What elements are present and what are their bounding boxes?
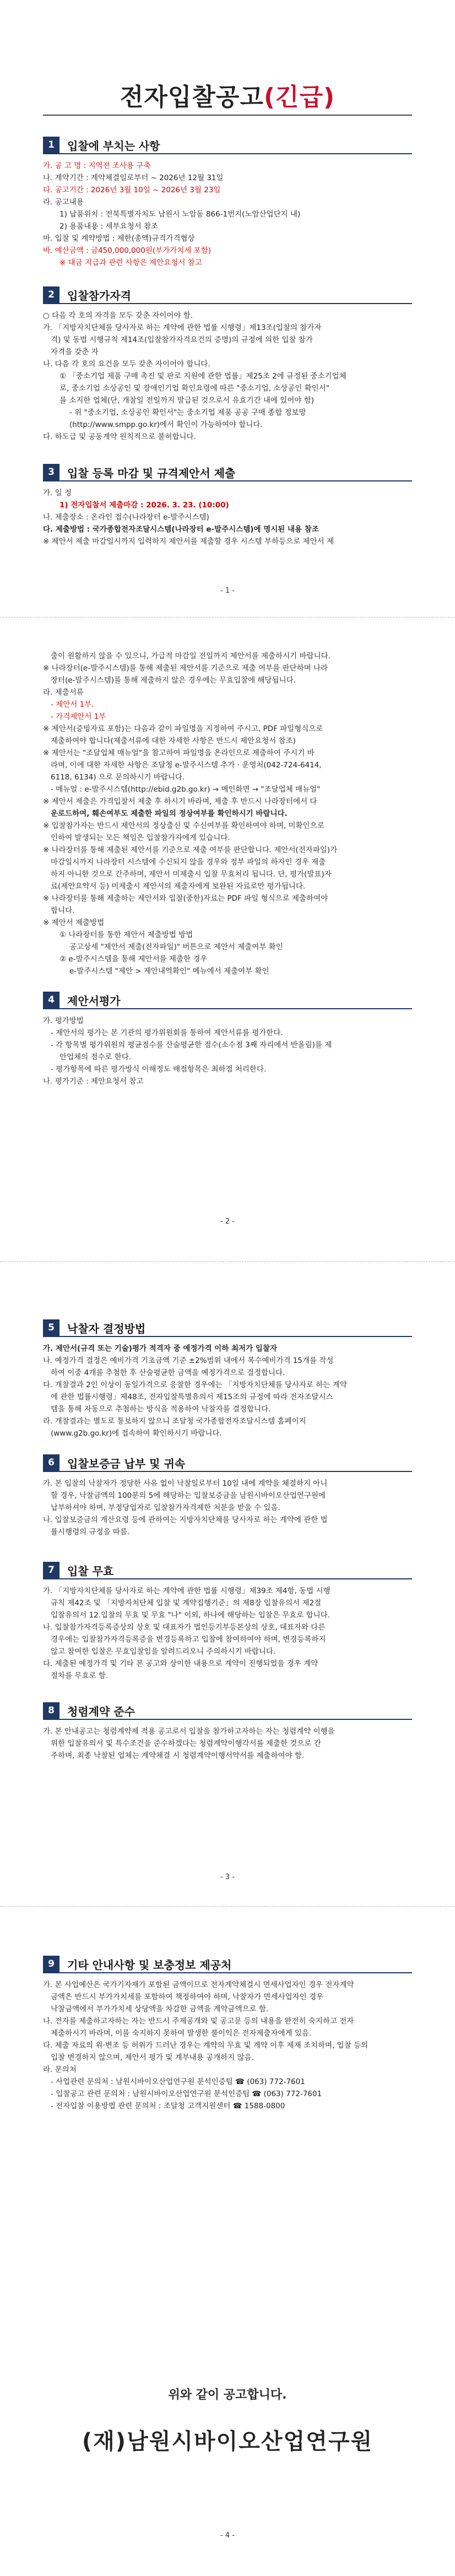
text-line: 제출하여야 합니다(제출서류에 대한 자세한 사항은 반드시 제안요청서 참조) (51, 737, 296, 745)
text-line: ※ 제안서는 "조달업체 매뉴얼"을 참고하여 파일명을 온라인으로 제출하여 주시기 바 (43, 749, 315, 757)
text-line: ※ 나라장터를 통해 제출된 제안서를 기준으로 제출 여부를 판단합니다. 제안서(전자파일)가 (43, 846, 338, 854)
text-line: 다. 제출방법 : 국가종합전자조달시스템(나라장터 e-발주시스템)에 명시된 내용 참조 (43, 525, 319, 534)
text-line: 입찰 변경하지 않으며, 제안서 평가 및 계부내용 공개하지 않음. (51, 2053, 254, 2062)
text-line: 입찰유의서 12.입찰의 무효 및 무효 "나" 이외, 하나에 해당하는 입찰은 무효로 합니다. (51, 1611, 330, 1620)
text-line: 할 경우, 낙찰금액의 100분의 5에 해당하는 입찰보증금을 남원시바이오산업연구원에 (51, 1491, 326, 1500)
page-number: - 3 - (220, 1873, 235, 1881)
text-line: ※ 제안서(증빙자료 포함)는 다음과 같이 파일명을 지정하여 주시고, PDF 파일형식으로 (43, 724, 323, 733)
text-line: ※ 대금 지급과 관련 사항은 제안요청서 참고 (59, 258, 202, 267)
text-line: ② e-발주시스템을 통해 제안서를 제출한 경우 (59, 955, 208, 964)
section-body-continued (43, 650, 412, 977)
text-line: - 전자입찰 이용방법 관련 문의처 : 조달청 고객지원센터 ☎ 1588-0800 (51, 2102, 285, 2110)
text-line: 다. 공고기간 : 2026년 3월 10일 ~ 2026년 3월 23일 (43, 186, 221, 194)
text-line: 합니다. (51, 906, 75, 915)
text-line: - 사업관련 문의처 : 남원시바이오산업연구원 분석인증팀 ☎ (063) 772-7601 (51, 2077, 305, 2086)
section-heading (43, 1454, 412, 1472)
text-line: (http://www.smpp.go.kr)에서 확인이 가능하여야 합니다. (69, 420, 263, 429)
section-title: 입찰참가자격 (67, 289, 131, 302)
text-line: 나. 제출장소 : 온라인 접수(나라장터 e-발주시스템) (43, 513, 209, 522)
text-line: 제출하시기 바라며, 이를 숙지하지 못하여 발생한 불이익은 전자제출자에게 있음. (51, 2029, 312, 2038)
section-body (43, 160, 412, 269)
section-number: 1 (43, 137, 59, 153)
text-line: 다. 제출된 예정가격 및 기타 본 공고와 상이한 내용으로 계약이 진행되었을 경우 계약 (43, 1659, 318, 1668)
section-body (43, 1979, 412, 2112)
text-line: 다. 제출 자료의 위·변조 등 허위가 드러난 경우는 계약의 무효 및 계약 이후 제재 조치하며, 입찰 등의 (43, 2041, 369, 2050)
text-line: ※ 제안서 제출 마감일시까지 입력하지 제안서를 제출할 경우 시스템 부하등으로 제안서 제 (43, 537, 334, 546)
text-line: 나. 계약기간 : 계약체결일로부터 ~ 2026년 12월 31일 (43, 174, 224, 182)
section-heading (43, 137, 412, 154)
section-body (43, 487, 412, 548)
title-main: 전자입찰공고 (120, 83, 264, 111)
section-heading (43, 464, 412, 481)
text-line: (www.g2b.go.kr)에 접속하여 확인하시기 바랍니다. (51, 1429, 222, 1438)
text-line: 템을 통해 자동으로 추첨하는 방식을 적용하여 낙찰자를 결정합니다. (51, 1405, 271, 1414)
page-number: - 2 - (220, 1217, 235, 1226)
section-title: 입찰 등록 마감 및 규격제안서 제출 (67, 466, 236, 480)
text-line: 다. 개찰결과 2인 이상이 동일가격으로 응찰한 경우에는 「지방자치단체를 당사자로 하는 계약 (43, 1381, 347, 1389)
text-line: 6118, 6134) 으로 문의하시기 바랍니다. (51, 773, 185, 782)
text-line: 낙찰금액에서 부가가치세 상당액을 차감한 금액을 계약금액으로 함. (51, 2005, 269, 2014)
section-heading (43, 1562, 412, 1579)
section-title: 입찰 무효 (67, 1564, 114, 1578)
text-line: 하여 이중 4개를 추첨한 후 산술평균한 금액을 예정가격으로 결정합니다. (51, 1368, 285, 1377)
page-title (0, 77, 455, 112)
text-line: 가. 평가방법 (43, 1016, 84, 1025)
text-line: 격) 및 동법 시행규칙 제14조(입찰참가자격요건의 증명)의 규정에 의한 입찰 참가 (51, 335, 313, 344)
text-line: 주하며, 최종 낙찰된 업체는 계약체결 시 청렴계약이행서약서를 제출하여야 함. (51, 1751, 305, 1760)
text-line: - 각 항목별 평가위원의 평균점수를 산술평균한 점수(소수점 3째 자리에서 반올림)를 제 (51, 1041, 332, 1049)
text-line: ○ 다음 각 호의 자격을 모두 갖춘 자이어야 함. (43, 311, 193, 320)
text-line: 절차를 무효로 함. (51, 1671, 109, 1680)
text-line: - 제안서 1부. (51, 700, 94, 709)
text-line: 인하여 발생되는 모든 책임은 입찰참가자에게 있습니다. (51, 834, 230, 842)
section-number: 9 (43, 1956, 59, 1972)
text-line: 마. 입찰 및 계약방법 : 제한(총액)규격가격협상 (43, 234, 195, 243)
text-line: 1) 납품위치 : 전북특별자치도 남원시 노암동 866-1번지(노암산업단지 내) (59, 210, 301, 219)
text-line: 하지 아니한 것으로 간주하며, 제안서 미제출시 입찰 무효처리 됩니다. 단, 평가(발표)자 (51, 870, 332, 879)
text-line: 위한 입찰유의서 및 특수조건을 준수하겠다는 청렴계약이행각서를 제출한 것으로 간 (51, 1739, 321, 1748)
section-body (43, 1015, 412, 1087)
text-line: ※ 제안서 제출은 가격입찰서 제출 후 하시기 바라며, 제출 후 반드시 나라장터에서 다 (43, 797, 317, 806)
text-line: 규칙 제42조 및 「지방자치단체 입찰 및 계약집행기준」의 제8장 입찰유의서 제2절 (51, 1599, 322, 1608)
section-number: 7 (43, 1562, 59, 1578)
text-line: ※ 입찰참가자는 반드시 제안서의 정상출신 및 수신여부를 확인하여야 하며, 미확인으로 (43, 821, 324, 830)
page-number: - 1 - (220, 587, 235, 595)
text-line: 라. 제출서류 (43, 688, 84, 697)
section-title: 제안서평가 (67, 994, 121, 1008)
text-line: e-발주시스템 "제안 > 제안내역확인" 메뉴에서 제출여부 확인 (69, 967, 269, 976)
text-line: - 위 "중소기업, 소상공인 확인서"는 중소기업 제품 공공 구매 종합 정보망 (69, 408, 306, 417)
text-line: 라. 개찰결과는 별도로 통보하지 않으니 조달청 국가종합전자조달시스템 홈페이지 (43, 1417, 306, 1426)
text-line: 가. 본 사업예산은 국가기자재가 포함된 금액이므로 전자계약체결시 면세사업자인 경우 전자계약 (43, 1980, 354, 1989)
text-line: 가. 「지방자치단체를 당사자로 하는 계약에 관한 법률 시행령」제39조 제4항, 동법 시행 (43, 1587, 331, 1595)
text-line: 금액은 반드시 부가가치세를 포함하여 책정하여야 하며, 낙찰자가 면세사업자인 경우 (51, 1993, 324, 2001)
section-number: 4 (43, 992, 59, 1008)
text-line: 경우에는 입찰참가자격등록증을 변경등록하고 입찰에 참여하여야 하며, 변경등록하지 (51, 1635, 326, 1644)
section-heading (43, 1702, 412, 1720)
section-number: 2 (43, 286, 59, 303)
text-line: 로, 중소기업 소상공인 및 장애인기업 확인요령에 따른 "중소기업, 소상공인 확인서" (59, 384, 329, 393)
title-divider (43, 115, 412, 116)
text-line: 나. 입찰보증금의 계산요령 등에 관하여는 지방자치단체를 당사자로 하는 계약에 관한 법 (43, 1516, 328, 1524)
section-body (43, 1585, 412, 1682)
section-number: 3 (43, 464, 59, 480)
text-line: - 제안서의 평가는 본 기관의 평가위원회를 통하여 제안서류를 평가한다. (51, 1029, 283, 1037)
page-break (0, 617, 455, 618)
section-title: 청렴계약 준수 (67, 1704, 135, 1718)
text-line: 가. 본 안내공고는 청렴계약제 적용 공고로서 입찰을 참가하고자하는 자는 청렴계약 이행을 (43, 1727, 335, 1736)
text-line: 운로드하여, 훼손여부도 제출한 파일의 정상여부를 확인하시기 바랍니다. (51, 809, 288, 818)
text-line: 않고 참여한 입찰은 무효입찰임을 알려드리오니 주의하시기 바랍니다. (51, 1647, 276, 1656)
text-line: ※ 나라장터(e-발주시스템)를 통해 제출된 제안서를 기준으로 제출 여부를 판단하며 나라 (43, 664, 328, 673)
title-urgent: (긴급) (263, 83, 335, 111)
text-line: 납부하셔야 하며, 부정당업자로 입찰참가자격제한 처분을 받을 수 있음. (51, 1503, 280, 1512)
section-body (43, 1725, 412, 1762)
closing-statement: 위와 같이 공고합니다. (168, 2388, 287, 2402)
section-heading (43, 992, 412, 1009)
section-number: 5 (43, 1319, 59, 1336)
text-line: 에 관한 법률시행령」제48조, 전자입찰특별유의서 제15조의 규정에 따라 전자조달시스 (51, 1393, 333, 1401)
text-line: 라. 문의처 (43, 2065, 77, 2074)
text-line: 출이 원활하지 않을 수 있으니, 가급적 마감일 전일까지 제안서를 제출하시기 바랍니다. (51, 652, 331, 661)
section-body (43, 310, 412, 443)
text-line: - 입찰공고 관련 문의처 : 남원시바이오산업연구원 분석인증팀 ☎ (063) 772-7601 (51, 2090, 322, 2098)
text-line: 나. 평가기준 : 제안요청서 참고 (43, 1077, 144, 1086)
text-line: 료(제안요약서 등) 미제출시 제안서의 제출자에게 보완된 자료로만 평가됩니다. (51, 882, 306, 891)
section-number: 6 (43, 1454, 59, 1471)
section-title: 입찰에 부치는 사항 (67, 139, 160, 153)
page-number: - 4 - (220, 2531, 235, 2540)
text-line: 바. 예산금액 : 금450,000,000원(부가가치세 포함) (43, 246, 211, 255)
organization-name: (재)남원시바이오산업연구원 (82, 2429, 373, 2454)
text-line: 다. 하도급 및 공동계약 원칙적으로 불허합니다. (43, 432, 196, 441)
section-heading (43, 1319, 412, 1337)
text-line: 라. 공고내용 (43, 198, 84, 207)
section-body (43, 1478, 412, 1538)
section-title: 기타 안내사항 및 보충정보 제공처 (67, 1958, 232, 1972)
text-line: 나. 다음 각 호의 요건을 모두 갖춘 자이어야 합니다. (43, 360, 210, 369)
text-line: - 매뉴얼 : e-발주시스템(http://ebid.g2b.go.kr) → 메인화면 → "조달업체 매뉴얼" (51, 785, 321, 794)
text-line: ① 나라장터를 통한 제안서 제출방법 방법 (59, 930, 193, 939)
section-title: 낙찰자 결정방법 (67, 1322, 146, 1335)
text-line: 안업체의 점수로 한다. (59, 1053, 132, 1062)
section-body (43, 1343, 412, 1439)
section-number: 8 (43, 1702, 59, 1719)
text-line: 공고상세 "제안서 제출(전자파일)" 버튼으로 제안서 제출여부 확인 (69, 943, 283, 951)
text-line: 률시행령의 규정을 따름. (51, 1528, 130, 1536)
text-line: ※ 제안서 제출방법 (43, 918, 105, 927)
section-heading (43, 1956, 412, 1973)
text-line: 라며, 이에 대한 자세한 사항은 조달청 e-발주시스템 추가 · 운영처(042-724-6414, (51, 761, 322, 770)
text-line: ※ 나라장터를 통해 제출하는 제안서와 입찰(중한)자료는 PDF 파일 형식으로 제출하여야 (43, 894, 328, 903)
text-line: - 평가항목에 따른 평가방식 이해정도 배점항목은 최하점 처리한다. (51, 1065, 267, 1074)
section-heading (43, 286, 412, 304)
text-line: 가. 일 정 (43, 489, 72, 497)
text-line: 나. 예정가격 결정은 예비가격 기초금액 기준 ±2%범위 내에서 복수예비가격 15개를 작성 (43, 1356, 334, 1365)
text-line: 1) 전자입찰서 제출마감 : 2026. 3. 23. (10:00) (59, 501, 229, 510)
text-line: 자격을 갖춘 자 (51, 348, 99, 356)
text-line: 가. 본 입찰의 낙찰자가 정당한 사유 없이 낙찰일로부터 10일 내에 계약을 체결하지 아니 (43, 1479, 328, 1488)
text-line: ① 「중소기업 제품 구매 촉진 및 판로 지원에 관한 법률」제25조 2에 규정된 중소기업체 (59, 372, 346, 381)
text-line: 가. 공 고 명 : 지역전 조사용 구축 (43, 161, 151, 170)
text-line: 를 소지한 업체(단, 개찰일 전일까지 발급된 것으로서 유효기간 내에 있어야 함) (59, 396, 315, 405)
text-line: 장터(e-발주시스템)를 통해 제출하지 않은 경우에는 무효입찰에 해당됩니다. (51, 676, 296, 685)
text-line: - 가격제안서 1부 (51, 712, 106, 721)
text-line: 나. 입찰참가자격등록증상의 상호 및 대표자가 법인등기부등본상의 상호, 대표자와 다른 (43, 1623, 326, 1632)
text-line: 가. 제안서(규격 또는 기술)평가 적격자 중 예정가격 이하 최저가 입찰자 (43, 1344, 277, 1353)
text-line: 마감일시까지 나라장터 시스템에 수신되지 않을 경우와 정부 파일의 하자인 경우 제출 (51, 858, 326, 867)
text-line: 가. 「지방자치단체를 당사자로 하는 계약에 관한 법률 시행령」제13조(입찰의 참가자 (43, 323, 322, 332)
text-line: 2) 용품내용 : 세부요청서 참조 (59, 222, 159, 231)
page-break (0, 1906, 455, 1907)
section-title: 입찰보증금 납부 및 귀속 (67, 1457, 186, 1470)
text-line: 나. 전자를 제출하고자하는 자는 반드시 주제공개와 및 공고문 등의 내용을 완전히 숙지하고 전자 (43, 2017, 354, 2026)
